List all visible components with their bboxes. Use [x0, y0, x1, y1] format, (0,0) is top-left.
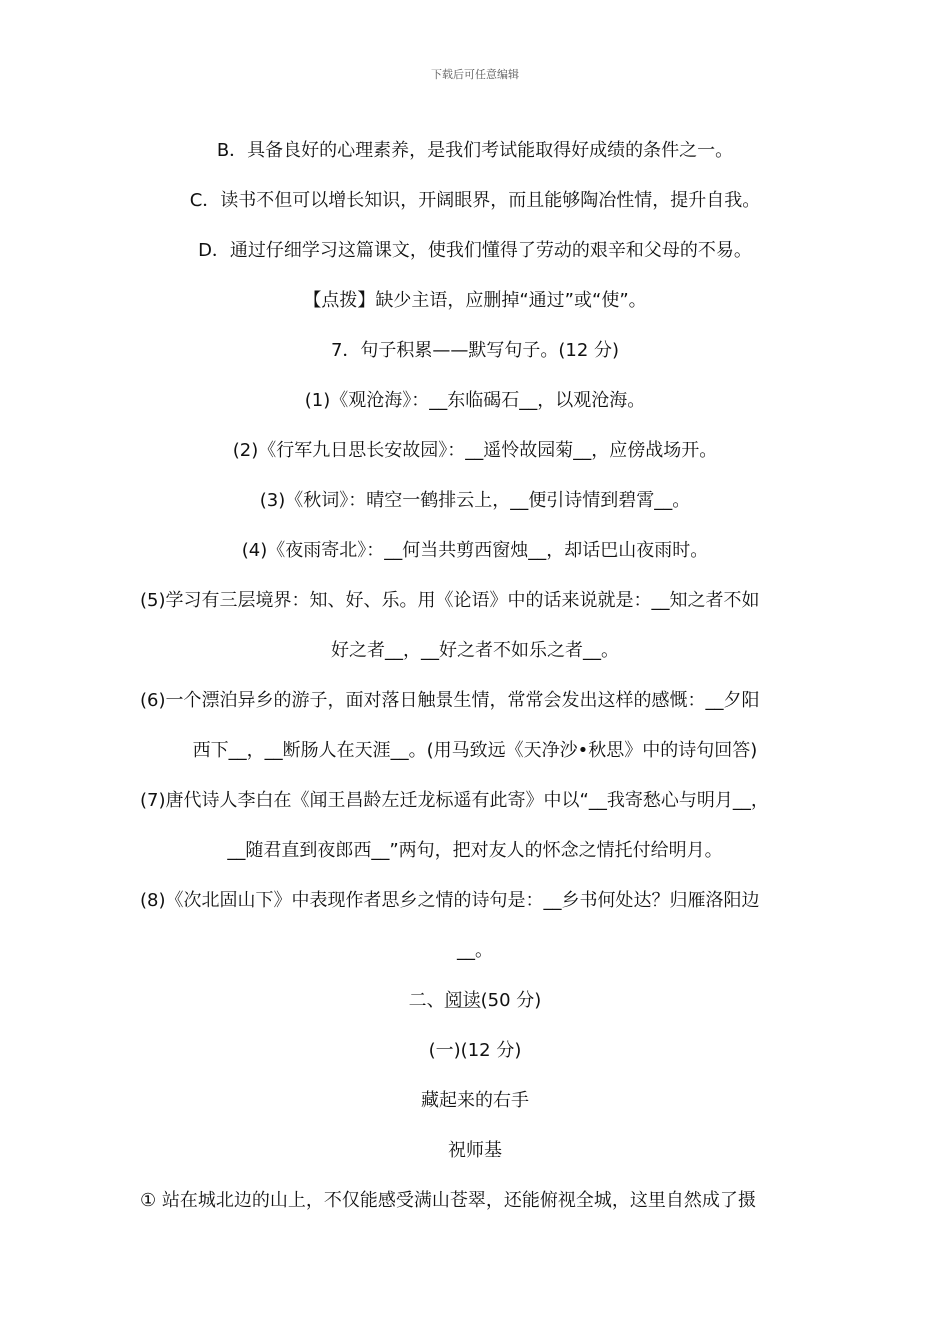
question-7-item-6-line-1: (6)一个漂泊异乡的游子，面对落日触景生情，常常会发出这样的感慨：__夕阳 — [140, 690, 760, 711]
article-author: 祝师基 — [448, 1140, 502, 1161]
article-title: 藏起来的右手 — [421, 1090, 529, 1111]
reading-link[interactable]: 阅读 — [444, 990, 481, 1011]
question-7-item-8-line-2: __。 — [457, 940, 493, 961]
question-7-title: 7．句子积累——默写句子。(12 分) — [330, 340, 620, 361]
option-d: D．通过仔细学习这篇课文，使我们懂得了劳动的艰辛和父母的不易。 — [198, 240, 752, 261]
question-7-item-7-line-2: __随君直到夜郎西__”两句，把对友人的怀念之情托付给明月。 — [227, 840, 723, 861]
question-7-item-5-line-1: (5)学习有三层境界：知、好、乐。用《论语》中的话来说就是：__知之者不如 — [140, 590, 760, 611]
part-one-heading: (一)(12 分) — [428, 1040, 522, 1061]
option-c: C．读书不但可以增长知识，开阔眼界，而且能够陶冶性情，提升自我。 — [189, 190, 761, 211]
header-note: 下载后可任意编辑 — [431, 68, 519, 81]
section-two-prefix: 二、 — [408, 990, 445, 1011]
question-7-item-1: (1)《观沧海》：__东临碣石__，以观沧海。 — [304, 390, 646, 411]
option-b: B．具备良好的心理素养，是我们考试能取得好成绩的条件之一。 — [216, 140, 734, 161]
section-two-heading — [140, 982, 810, 1032]
question-7-item-4: (4)《夜雨寄北》：__何当共剪西窗烛__，却话巴山夜雨时。 — [241, 540, 709, 561]
question-7-item-5-line-2: 好之者__，__好之者不如乐之者__。 — [331, 640, 619, 661]
question-7-item-6-line-2: 西下__，__断肠人在天涯__。(用马致远《天净沙•秋思》中的诗句回答) — [192, 740, 758, 761]
question-7-item-3: (3)《秋词》：晴空一鹤排云上，__便引诗情到碧霄__。 — [259, 490, 691, 511]
section-two-suffix: (50 分) — [480, 990, 542, 1011]
question-7-item-8-line-1: (8)《次北固山下》中表现作者思乡之情的诗句是：__乡书何处达？归雁洛阳边 — [140, 890, 760, 911]
question-7-item-2: (2)《行军九日思长安故园》：__遥怜故园菊__，应傍战场开。 — [232, 440, 718, 461]
hint: 【点拨】缺少主语，应删掉“通过”或“使”。 — [303, 290, 647, 311]
question-7-item-7-line-1: (7)唐代诗人李白在《闻王昌龄左迁龙标遥有此寄》中以“__我寄愁心与明月__， — [140, 790, 769, 811]
document-body — [140, 132, 810, 1232]
article-paragraph-1: ① 站在城北边的山上，不仅能感受满山苍翠，还能俯视全城，这里自然成了摄 — [140, 1190, 756, 1211]
